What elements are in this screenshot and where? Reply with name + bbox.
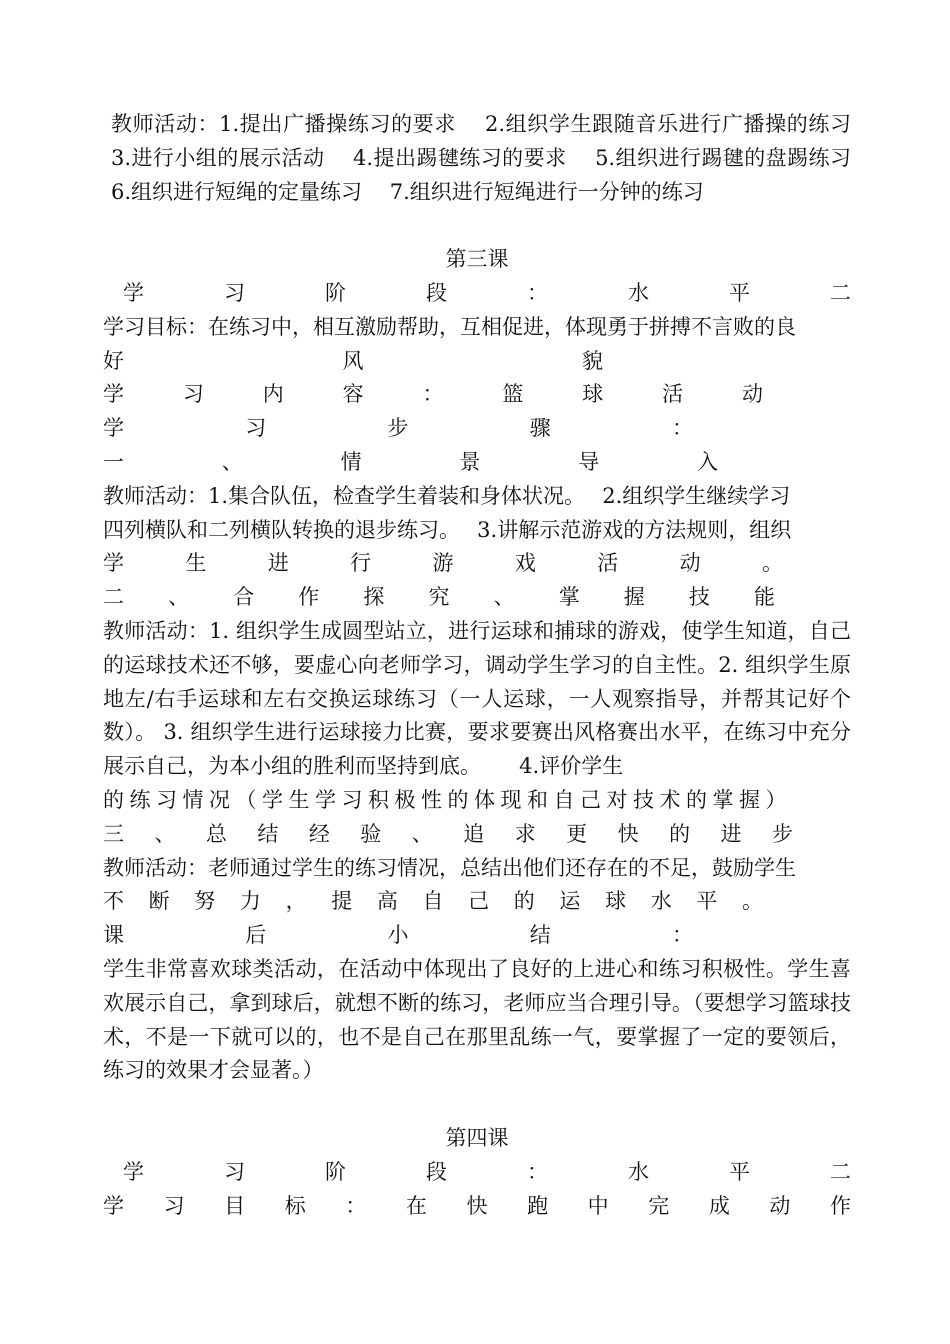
- lesson4-title: 第四课: [445, 1125, 509, 1150]
- step2-text: 教师活动：1. 组织学生成圆型站立，进行运球和捕球的游戏，使学生知道，自己的运球技术还不够，要虚心向老师学习，调动学生学习的自主性。2. 组织学生原地左/右手运球和左右交换运球练习（一人运球，一人观察指导，并帮其记好个数）。 3. 组织学生进行运球接力比赛，要求要赛出风格赛出水平，在练习中充分展示自己，为本小组的胜利而坚持到底。 4.评价学生: [103, 618, 851, 779]
- document-page: [103, 108, 900, 1223]
- summary-text: 学生非常喜欢球类活动，在活动中体现出了良好的上进心和练习积极性。学生喜欢展示自己，拿到球后，就想不断的练习，老师应当合理引导。（要想学习篮球技术，不是一下就可以的，也不是自己在那里乱练一气，要掌握了一定的要领后，练习的效果才会显著。）: [103, 956, 851, 1083]
- step2-title: 二、合作探究、掌握技能: [103, 585, 775, 610]
- summary-title: 课后小结：: [103, 923, 693, 948]
- spacer: [103, 209, 851, 243]
- lesson3-stage: 学习阶段：水平二: [123, 280, 851, 305]
- intro-teacher-activity: 教师活动：1.提出广播操练习的要求 2.组织学生跟随音乐进行广播操的练习 3.进行小组的展示活动 4.提出踢毽练习的要求 5.组织进行踢毽的盘踢练习 6.组织进行短绳的定量练习 7.组织进行短绳进行一分钟的练习: [111, 112, 900, 204]
- step1-text-line1: 教师活动：1.集合队伍，检查学生着装和身体状况。 2.组织学生继续学习: [103, 483, 791, 508]
- lesson4-stage: 学习阶段：水平二: [123, 1159, 851, 1184]
- lesson3-steps: 学习步骤：: [103, 416, 693, 441]
- step1-title: 一、情景导入: [103, 449, 718, 474]
- lesson3-title: 第三课: [445, 247, 509, 272]
- step1-text-line2: 四列横队和二列横队转换的退步练习。 3.讲解示范游戏的方法规则，组织: [103, 517, 792, 542]
- step3-title: 三、总结经验、追求更快的进步: [103, 821, 793, 846]
- lesson4-goal: 学习目标：在快跑中完成动作: [103, 1193, 851, 1218]
- lesson3-content: 学习内容：篮球活动: [103, 382, 763, 407]
- lesson3-goal-line1: 学习目标：在练习中，相互激励帮助，互相促进，体现勇于拼搏不言败的良: [103, 314, 796, 339]
- step3-text-line2: 不断努力，提高自己的运球水平。: [103, 889, 763, 914]
- step1-text-line3: 学生进行游戏活动。: [103, 551, 783, 576]
- step3-text-line1: 教师活动：老师通过学生的练习情况，总结出他们还存在的不足，鼓励学生: [103, 855, 796, 880]
- step2-last-line: 的练习情况（学生学习积极性的体现和自己对技术的掌握）: [103, 787, 792, 812]
- lesson3-goal-line2: 好风貌: [103, 348, 603, 373]
- spacer: [103, 1088, 851, 1122]
